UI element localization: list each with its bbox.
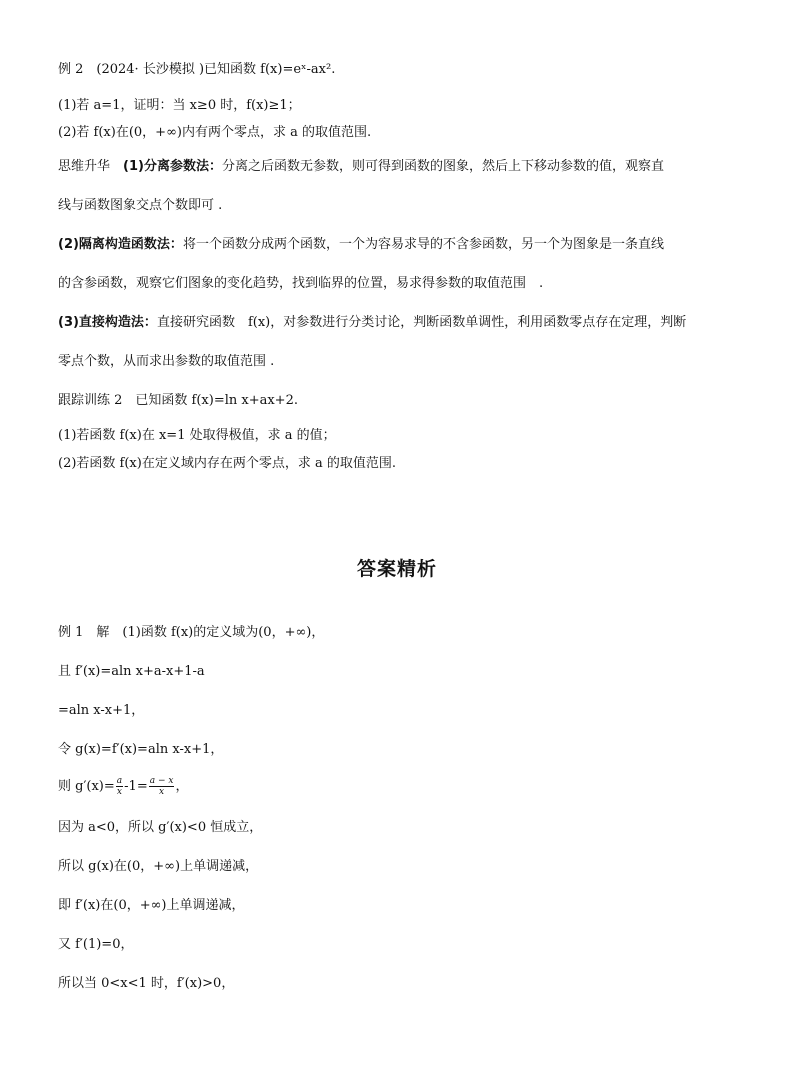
answer-line: 且 f′(x)=aln x+a-x+1-a bbox=[58, 664, 205, 679]
answer-line: 所以 g(x)在(0，+∞)上单调递减， bbox=[58, 859, 259, 874]
fraction-denominator: x bbox=[159, 787, 165, 797]
answer-line-derivative bbox=[58, 776, 188, 797]
practice-2-part-2: (2)若函数 f(x)在定义域内存在两个零点，求 a 的取值范围. bbox=[58, 456, 396, 471]
method-2-label: (2)隔离构造函数法： bbox=[58, 237, 183, 252]
method-1-line-2: 线与函数图象交点个数即可 . bbox=[58, 198, 223, 213]
example-2-part-2: (2)若 f(x)在(0，+∞)内有两个零点，求 a 的取值范围. bbox=[58, 125, 372, 140]
practice-2-statement: 跟踪训练 2 已知函数 f(x)=ln x+ax+2. bbox=[58, 393, 298, 408]
method-3-line-1 bbox=[58, 314, 686, 332]
method-1-line-1 bbox=[58, 158, 664, 176]
fraction-numerator: a − x bbox=[149, 776, 174, 786]
answer-line: 例 1 解 (1)函数 f(x)的定义域为(0，+∞)， bbox=[58, 625, 325, 640]
fraction-a-over-x bbox=[116, 776, 123, 797]
derivative-prefix: 则 g′(x)= bbox=[58, 779, 115, 794]
fraction-denominator: x bbox=[116, 787, 122, 797]
method-2-line-1 bbox=[58, 236, 664, 254]
method-3-label: (3)直接构造法： bbox=[58, 315, 157, 330]
method-2-text: 将一个函数分成两个函数，一个为容易求导的不含参函数，另一个为图象是一条直线 bbox=[182, 237, 664, 252]
example-2-statement: 例 2 (2024· 长沙模拟 )已知函数 f(x)=eˣ-ax². bbox=[58, 62, 336, 77]
method-1-label: (1)分离参数法： bbox=[123, 159, 222, 174]
answers-title: 答案精析 bbox=[356, 558, 437, 580]
answer-line: 即 f′(x)在(0，+∞)上单调递减， bbox=[58, 898, 245, 913]
answer-line: 因为 a<0，所以 g′(x)<0 恒成立， bbox=[58, 820, 263, 835]
example-2-part-1: (1)若 a=1，证明：当 x≥0 时，f(x)≥1； bbox=[58, 98, 301, 113]
answer-line: =aln x-x+1， bbox=[58, 703, 145, 718]
fraction-a-minus-x-over-x bbox=[149, 776, 175, 797]
method-1-text: 分离之后函数无参数，则可得到函数的图象，然后上下移动参数的值，观察直 bbox=[221, 159, 664, 174]
method-3-line-2: 零点个数，从而求出参数的取值范围 . bbox=[58, 354, 275, 369]
answer-line: 令 g(x)=f′(x)=aln x-x+1， bbox=[58, 742, 224, 757]
method-3-text: 直接研究函数 f(x)，对参数进行分类讨论，判断函数单调性，利用函数零点存在定理，判断 bbox=[156, 315, 687, 330]
answer-line: 又 f′(1)=0， bbox=[58, 937, 134, 952]
practice-2-part-1: (1)若函数 f(x)在 x=1 处取得极值，求 a 的值； bbox=[58, 428, 336, 443]
answer-line: 所以当 0<x<1 时，f′(x)>0， bbox=[58, 976, 235, 991]
method-heading: 思维升华 bbox=[58, 159, 124, 174]
derivative-suffix: ， bbox=[175, 779, 189, 794]
derivative-middle: -1= bbox=[124, 779, 148, 794]
fraction-numerator: a bbox=[116, 776, 123, 786]
method-2-line-2: 的含参函数，观察它们图象的变化趋势，找到临界的位置，易求得参数的取值范围 . bbox=[58, 276, 544, 291]
